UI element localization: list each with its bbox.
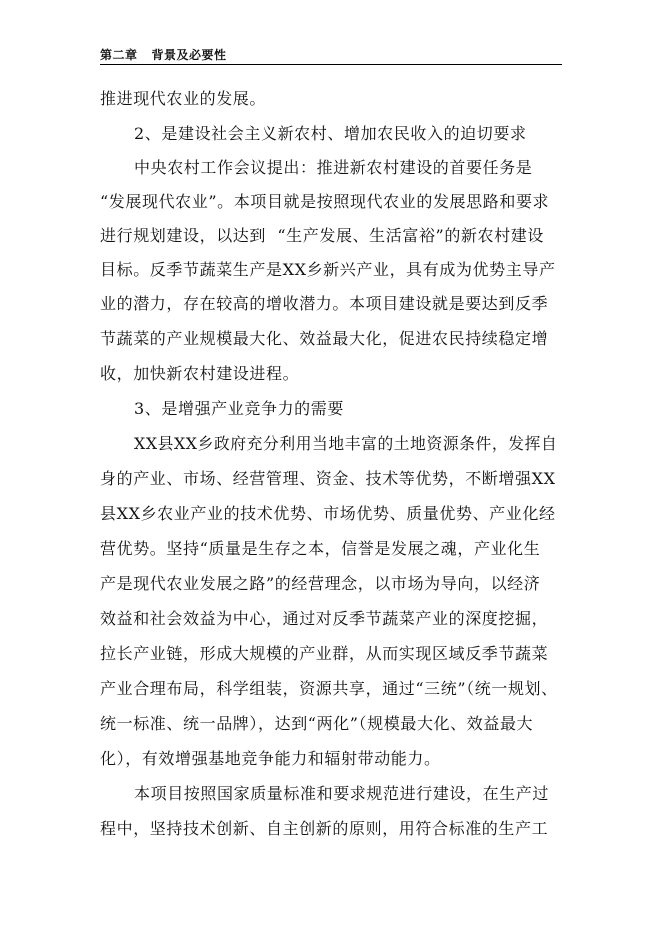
text-line-19: 统一标准、统一品牌），达到“两化”（规模最大化、效益最大 — [100, 714, 534, 733]
text-line-13: 县XX乡农业产业的技术优势、市场优势、质量优势、产业化经 — [100, 504, 556, 523]
text-line-4: “发展现代农业”。本项目就是按照现代农业的发展思路和要求 — [100, 192, 550, 211]
text-line-9: 收，加快新农村建设进程。 — [100, 364, 300, 383]
text-line-14: 营优势。坚持“质量是生存之本，信誉是发展之魂，产业化生 — [100, 539, 541, 558]
text-line-22: 程中，坚持技术创新、自主创新的原则，用符合标准的生产工 — [100, 819, 549, 838]
text-line-11: XX县XX乡政府充分利用当地丰富的土地资源条件，发挥自 — [134, 434, 558, 453]
text-line-17: 拉长产业链，形成大规模的产业群，从而实现区域反季节蔬菜 — [100, 644, 549, 663]
text-line-16: 效益和社会效益为中心，通过对反季节蔬菜产业的深度挖掘， — [100, 609, 549, 628]
text-line-15: 产是现代农业发展之路”的经营理念，以市场为导向，以经济 — [100, 574, 541, 593]
text-line-7: 业的潜力，存在较高的增收潜力。本项目建设就是要达到反季 — [100, 294, 549, 313]
text-line-6: 目标。反季节蔬菜生产是XX乡新兴产业，具有成为优势主导产 — [100, 260, 556, 279]
text-line-2: 2、是建设社会主义新农村、增加农民收入的迫切要求 — [134, 124, 527, 143]
text-line-18: 产业合理布局，科学组装，资源共享，通过“三统”（统一规划、 — [100, 679, 558, 698]
text-line-12: 身的产业、市场、经营管理、资金、技术等优势，不断增强XX — [100, 469, 556, 488]
text-line-5: 进行规划建设，以达到 “生产发展、生活富裕”的新农村建设 — [100, 226, 544, 245]
text-line-1: 推进现代农业的发展。 — [100, 89, 267, 108]
text-line-8: 节蔬菜的产业规模最大化、效益最大化，促进农民持续稳定增 — [100, 329, 549, 348]
page-header — [100, 44, 562, 65]
text-line-20: 化），有效增强基地竞争能力和辐射带动能力。 — [100, 749, 441, 768]
text-line-21: 本项目按照国家质量标准和要求规范进行建设，在生产过 — [134, 784, 550, 803]
text-line-10: 3、是增强产业竞争力的需要 — [134, 399, 344, 418]
chapter-title: 第二章 背景及必要性 — [100, 48, 227, 62]
text-line-3: 中央农村工作会议提出：推进新农村建设的首要任务是 — [134, 158, 533, 177]
